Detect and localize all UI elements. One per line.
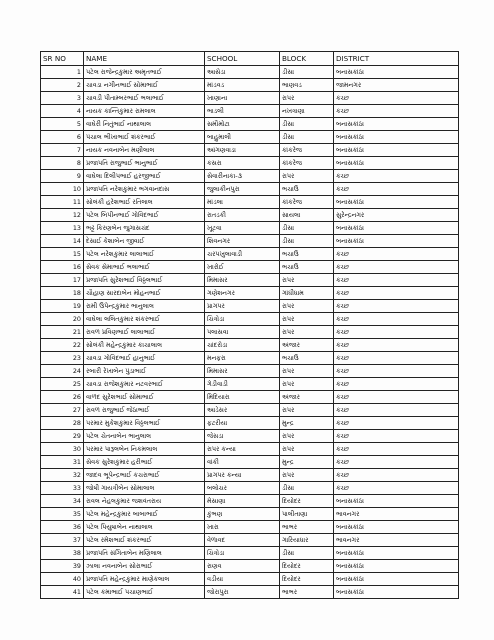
cell-sr-no: 19 — [41, 300, 84, 313]
cell-district: બનાસકાંઠા — [334, 235, 459, 248]
cell-school: ચિત્રોડા — [205, 547, 280, 560]
cell-name: પંચાલ ભીખાભાઈ શંકરભાઈ — [84, 131, 205, 144]
cell-block: ભચાઉ — [280, 248, 334, 261]
cell-district: બનાસકાંઠા — [334, 547, 459, 560]
table-row — [41, 235, 459, 248]
cell-district: કચ્છ — [334, 339, 459, 352]
cell-school: ખારા — [205, 521, 280, 534]
table-row — [41, 482, 459, 495]
cell-name: વાઘેલા દિલીપભાઈ હરજીભાઈ — [84, 170, 205, 183]
cell-block: ભાણવડ — [280, 79, 334, 92]
cell-school: બાહુમાલી — [205, 131, 280, 144]
cell-block: ગારિયાધાર — [280, 534, 334, 547]
cell-district: કચ્છ — [334, 274, 459, 287]
cell-school: આંગણવાડા — [205, 144, 280, 157]
cell-sr-no: 11 — [41, 196, 84, 209]
cell-district: કચ્છ — [334, 365, 459, 378]
cell-district: કચ્છ — [334, 183, 459, 196]
cell-name: પટેલ પિયુષાબેન નાથાલાલ — [84, 521, 205, 534]
cell-name: ચાવડા નગીનભાઈ સોમાભાઈ — [84, 79, 205, 92]
cell-sr-no: 21 — [41, 326, 84, 339]
cell-school: ખૂટવા — [205, 222, 280, 235]
cell-school: પલાસવા — [205, 326, 280, 339]
header-name: NAME — [84, 52, 205, 66]
table-row — [41, 339, 459, 352]
table-row — [41, 573, 459, 586]
cell-district: કચ્છ — [334, 313, 459, 326]
cell-sr-no: 36 — [41, 521, 84, 534]
cell-block: ભાભર — [280, 521, 334, 534]
cell-district: જામનગર — [334, 79, 459, 92]
cell-name: જાદવ ભૂપેન્દ્રભાઈ કચરાભાઈ — [84, 469, 205, 482]
cell-sr-no: 16 — [41, 261, 84, 274]
cell-school: ચાંદરોડા — [205, 339, 280, 352]
cell-school: મિમાસર — [205, 365, 280, 378]
cell-school: મિંદિયારા — [205, 391, 280, 404]
table-row — [41, 560, 459, 573]
cell-name: ચાવડી પીતામ્બરભાઈ ભલાભાઈ — [84, 92, 205, 105]
cell-name: વાળંદ સુરેશભાઈ સોમાભાઈ — [84, 391, 205, 404]
cell-name: પટેલ કમાભાઈ પચાણભાઈ — [84, 586, 205, 599]
cell-sr-no: 6 — [41, 131, 84, 144]
cell-school: ફટરીયા — [205, 417, 280, 430]
cell-block: ડીસા — [280, 66, 334, 79]
cell-block: સાયલા — [280, 209, 334, 222]
cell-name: ચાવડા રાજેશકુમાર નટવરભાઈ — [84, 378, 205, 391]
cell-name: પ્રજાપતિ સંગિતાબેન મણિલાલ — [84, 547, 205, 560]
cell-block: ડીસા — [280, 131, 334, 144]
header-block: BLOCK — [280, 52, 334, 66]
cell-district: કચ્છ — [334, 170, 459, 183]
cell-block: ડીસા — [280, 118, 334, 131]
cell-block: કાંકરેજ — [280, 157, 334, 170]
cell-district: બનાસકાંઠા — [334, 586, 459, 599]
cell-sr-no: 5 — [41, 118, 84, 131]
cell-district: બનાસકાંઠા — [334, 66, 459, 79]
cell-name: રામી ઉપેન્દ્રકુમાર ભાનુલાલ — [84, 300, 205, 313]
cell-sr-no: 25 — [41, 378, 84, 391]
cell-block: રાપર — [280, 469, 334, 482]
header-row — [41, 52, 459, 66]
cell-school: માંડવડ — [205, 79, 280, 92]
cell-district: બનાસકાંઠા — [334, 222, 459, 235]
cell-school: રાપર કન્યા — [205, 443, 280, 456]
cell-name: પરમાર પારૂલબેન નિકમલાલ — [84, 443, 205, 456]
cell-district: કચ્છ — [334, 287, 459, 300]
cell-district: બનાસકાંઠા — [334, 157, 459, 170]
cell-school: રાતડકી — [205, 209, 280, 222]
table-row — [41, 66, 459, 79]
table-row — [41, 378, 459, 391]
cell-school: કુંભણ — [205, 508, 280, 521]
table-row — [41, 118, 459, 131]
cell-name: રાવલ નેહલકુમાર જશવંતરાય — [84, 495, 205, 508]
cell-district: કચ્છ — [334, 352, 459, 365]
table-row — [41, 261, 459, 274]
table-row — [41, 209, 459, 222]
cell-block: રાપર — [280, 365, 334, 378]
cell-sr-no: 34 — [41, 495, 84, 508]
cell-block: પાલીતાણા — [280, 508, 334, 521]
cell-sr-no: 4 — [41, 105, 84, 118]
cell-district: બનાસકાંઠા — [334, 118, 459, 131]
cell-sr-no: 14 — [41, 235, 84, 248]
cell-school: વાંકી — [205, 456, 280, 469]
cell-name: રબારી રેખાબેન પુંડાભાઈ — [84, 365, 205, 378]
cell-district: બનાસકાંઠા — [334, 495, 459, 508]
cell-name: રાવળ રાજુભાઈ જેઠાભાઈ — [84, 404, 205, 417]
cell-block: દિયોદર — [280, 560, 334, 573]
teacher-list-table — [40, 51, 459, 599]
cell-sr-no: 22 — [41, 339, 84, 352]
cell-district: કચ્છ — [334, 469, 459, 482]
cell-sr-no: 28 — [41, 417, 84, 430]
cell-sr-no: 37 — [41, 534, 84, 547]
cell-name: પટેલ રમેશભાઈ શંકરભાઈ — [84, 534, 205, 547]
cell-district: બનાસકાંઠા — [334, 196, 459, 209]
cell-sr-no: 23 — [41, 352, 84, 365]
table-row — [41, 508, 459, 521]
cell-block: દિયોદર — [280, 495, 334, 508]
table-row — [41, 456, 459, 469]
cell-school: શિવનગર — [205, 235, 280, 248]
cell-block: રાપર — [280, 170, 334, 183]
cell-name: સેવક સુરેશકુમાર હરીભાઈ — [84, 456, 205, 469]
header-sr-no: SR NO — [41, 52, 84, 66]
cell-district: બનાસકાંઠા — [334, 521, 459, 534]
table-row — [41, 183, 459, 196]
cell-sr-no: 18 — [41, 287, 84, 300]
cell-sr-no: 24 — [41, 365, 84, 378]
cell-school: જોરાપુરા — [205, 586, 280, 599]
cell-name: પ્રજાપતિ સુરેશભાઈ વિઠ્ઠલભાઈ — [84, 274, 205, 287]
cell-block: નખત્રાણા — [280, 105, 334, 118]
cell-sr-no: 31 — [41, 456, 84, 469]
table-row — [41, 430, 459, 443]
cell-name: પટેલ બિપીનભાઈ ગોવિંદભાઈ — [84, 209, 205, 222]
cell-name: પટેલ ચેતનાબેન ભાનુલાલ — [84, 430, 205, 443]
cell-school: ખારોઈ — [205, 261, 280, 274]
cell-block: ભાભર — [280, 586, 334, 599]
cell-sr-no: 29 — [41, 430, 84, 443]
table-row — [41, 300, 459, 313]
cell-district: કચ્છ — [334, 417, 459, 430]
cell-school: પ્રાગપર કન્યા — [205, 469, 280, 482]
cell-school: આસેડા — [205, 66, 280, 79]
cell-block: ગાંધીધામ — [280, 287, 334, 300]
table-row — [41, 352, 459, 365]
table-row — [41, 131, 459, 144]
cell-name: ચૌહાણ સારદાબેન મોહનભાઈ — [84, 287, 205, 300]
cell-district: કચ્છ — [334, 261, 459, 274]
cell-block: રાપર — [280, 300, 334, 313]
table-row — [41, 534, 459, 547]
table-row — [41, 196, 459, 209]
cell-name: રાવળ પ્રવિણભાઈ લાલાભાઈ — [84, 326, 205, 339]
cell-sr-no: 9 — [41, 170, 84, 183]
cell-sr-no: 33 — [41, 482, 84, 495]
cell-sr-no: 12 — [41, 209, 84, 222]
cell-block: ડીસા — [280, 482, 334, 495]
cell-school: ખાણાના — [205, 92, 280, 105]
cell-name: વાઘેલા લલિતકુમાર શંકરભાઈ — [84, 313, 205, 326]
cell-sr-no: 30 — [41, 443, 84, 456]
table-row — [41, 170, 459, 183]
cell-sr-no: 8 — [41, 157, 84, 170]
cell-block: રાપર — [280, 313, 334, 326]
cell-school: જેસડા — [205, 430, 280, 443]
cell-name: નાયક નવનાબેન મણીલાલ — [84, 144, 205, 157]
cell-name: ચાવડા ગોવિંદભાઈ હાનુભાઈ — [84, 352, 205, 365]
cell-district: કચ્છ — [334, 326, 459, 339]
table-row — [41, 222, 459, 235]
cell-name: પ્રજાપતિ નરેશકુમાર ભગવાનદાસ — [84, 183, 205, 196]
cell-school: મિમાસર — [205, 274, 280, 287]
cell-sr-no: 17 — [41, 274, 84, 287]
cell-school: પ્રાગપર — [205, 300, 280, 313]
table-row — [41, 157, 459, 170]
cell-sr-no: 39 — [41, 560, 84, 573]
cell-block: રાપર — [280, 378, 334, 391]
cell-school: જુલાકીનપુરા — [205, 183, 280, 196]
cell-sr-no: 1 — [41, 66, 84, 79]
table-row — [41, 391, 459, 404]
cell-school: મેસાણા — [205, 495, 280, 508]
table-row — [41, 443, 459, 456]
cell-name: જોષી ગાયત્રીબેન સોમાલાલ — [84, 482, 205, 495]
cell-district: કચ્છ — [334, 430, 459, 443]
cell-district: કચ્છ — [334, 105, 459, 118]
cell-district: કચ્છ — [334, 482, 459, 495]
cell-sr-no: 13 — [41, 222, 84, 235]
cell-district: કચ્છ — [334, 248, 459, 261]
table-row — [41, 144, 459, 157]
cell-school: વડીયા — [205, 573, 280, 586]
table-row — [41, 365, 459, 378]
cell-sr-no: 15 — [41, 248, 84, 261]
cell-sr-no: 27 — [41, 404, 84, 417]
cell-district: કચ્છ — [334, 300, 459, 313]
cell-block: રાપર — [280, 326, 334, 339]
cell-name: વાઘેરી નિતુંભાઈ નાથાલાલ — [84, 118, 205, 131]
cell-name: સોલંકી હરેશભાઈ રતિલાલ — [84, 196, 205, 209]
table-row — [41, 326, 459, 339]
cell-block: રાપર — [280, 274, 334, 287]
cell-district: કચ્છ — [334, 404, 459, 417]
cell-sr-no: 32 — [41, 469, 84, 482]
cell-district: ભાવનગર — [334, 508, 459, 521]
cell-name: પ્રજાપતિ મહેન્દ્રકુમાર માણેકલાલ — [84, 573, 205, 586]
cell-school: ભાડલી — [205, 105, 280, 118]
cell-name: પરમાર મુકેશકુમાર વિઠ્ઠલભાઈ — [84, 417, 205, 430]
cell-name: સોલંકી મહેન્દ્રકુમાર કાચાલાલ — [84, 339, 205, 352]
cell-school: ચિત્રોડા — [205, 313, 280, 326]
table-row — [41, 274, 459, 287]
cell-block: રાપર — [280, 92, 334, 105]
cell-sr-no: 41 — [41, 586, 84, 599]
cell-district: કચ્છ — [334, 391, 459, 404]
table-row — [41, 79, 459, 92]
cell-block: કાંકરેજ — [280, 196, 334, 209]
cell-district: કચ્છ — [334, 456, 459, 469]
cell-name: નાયક કાન્તિકુમાર રામલાલ — [84, 105, 205, 118]
cell-name: પટેલ રાજેન્દ્રકુમાર અમૃતભાઈ — [84, 66, 205, 79]
cell-school: સમૌમોટા — [205, 118, 280, 131]
cell-name: પટેલ મહેન્દ્રકુમાર બાબાભાઈ — [84, 508, 205, 521]
cell-sr-no: 10 — [41, 183, 84, 196]
header-district: DISTRICT — [334, 52, 459, 66]
cell-sr-no: 35 — [41, 508, 84, 521]
cell-block: ભચાઉ — [280, 261, 334, 274]
cell-sr-no: 7 — [41, 144, 84, 157]
table-row — [41, 469, 459, 482]
cell-sr-no: 2 — [41, 79, 84, 92]
table-row — [41, 105, 459, 118]
cell-block: રાપર — [280, 404, 334, 417]
cell-district: કચ્છ — [334, 378, 459, 391]
cell-district: બનાસકાંઠા — [334, 560, 459, 573]
cell-name: દેસાઈ કેશાબેન જીવાઈ — [84, 235, 205, 248]
table-row — [41, 547, 459, 560]
cell-district: સુરેન્દ્રનગર — [334, 209, 459, 222]
cell-school: માંડલા — [205, 196, 280, 209]
cell-block: ડીસા — [280, 235, 334, 248]
cell-block: ડીસા — [280, 222, 334, 235]
cell-block: દિયોદર — [280, 573, 334, 586]
cell-sr-no: 20 — [41, 313, 84, 326]
table-row — [41, 521, 459, 534]
cell-school: આડેસર — [205, 404, 280, 417]
table-row — [41, 313, 459, 326]
cell-sr-no: 38 — [41, 547, 84, 560]
cell-name: પ્રજાપતિ રાજુભાઈ ભાનુભાઈ — [84, 157, 205, 170]
cell-district: બનાસકાંઠા — [334, 573, 459, 586]
cell-school: કસરા — [205, 157, 280, 170]
cell-block: કાંકરેજ — [280, 144, 334, 157]
cell-school: બલોચર — [205, 482, 280, 495]
cell-school: સેવારીનાકા-૩ — [205, 170, 280, 183]
cell-block: રાપર — [280, 443, 334, 456]
cell-block: ડીસા — [280, 547, 334, 560]
table-row — [41, 92, 459, 105]
cell-school: ચરપખુલાવાડી — [205, 248, 280, 261]
cell-name: પટેલ નરેશકુમાર લાલાભાઈ — [84, 248, 205, 261]
table-row — [41, 495, 459, 508]
table-row — [41, 404, 459, 417]
cell-district: કચ્છ — [334, 443, 459, 456]
cell-block: રાપર — [280, 430, 334, 443]
cell-sr-no: 40 — [41, 573, 84, 586]
cell-school: રાણવ — [205, 560, 280, 573]
table-row — [41, 248, 459, 261]
cell-block: ભચાઉ — [280, 352, 334, 365]
table-row — [41, 417, 459, 430]
cell-school: મનફરા — [205, 352, 280, 365]
cell-name: સેવક સેમાભાઈ ભલાભાઈ — [84, 261, 205, 274]
cell-district: બનાસકાંઠા — [334, 131, 459, 144]
cell-sr-no: 3 — [41, 92, 84, 105]
cell-name: ઝાલા નવનાબેન સોરાભાઈ — [84, 560, 205, 573]
cell-school: ગેડીવાડી — [205, 378, 280, 391]
cell-block: મુન્દ્ર — [280, 417, 334, 430]
cell-district: ભાવનગર — [334, 534, 459, 547]
cell-block: અંજાર — [280, 391, 334, 404]
cell-name: ભટ્ટ કિરણબેન જુગાસચંદ — [84, 222, 205, 235]
cell-block: ભચાઉ — [280, 183, 334, 196]
cell-school: ગણેશનગર — [205, 287, 280, 300]
cell-district: કચ્છ — [334, 92, 459, 105]
cell-block: અંજાર — [280, 339, 334, 352]
cell-sr-no: 26 — [41, 391, 84, 404]
table-row — [41, 586, 459, 599]
cell-block: મુન્દ્ર — [280, 456, 334, 469]
table-row — [41, 287, 459, 300]
header-school: SCHOOL — [205, 52, 280, 66]
cell-school: વેળાવદ — [205, 534, 280, 547]
cell-district: બનાસકાંઠા — [334, 144, 459, 157]
